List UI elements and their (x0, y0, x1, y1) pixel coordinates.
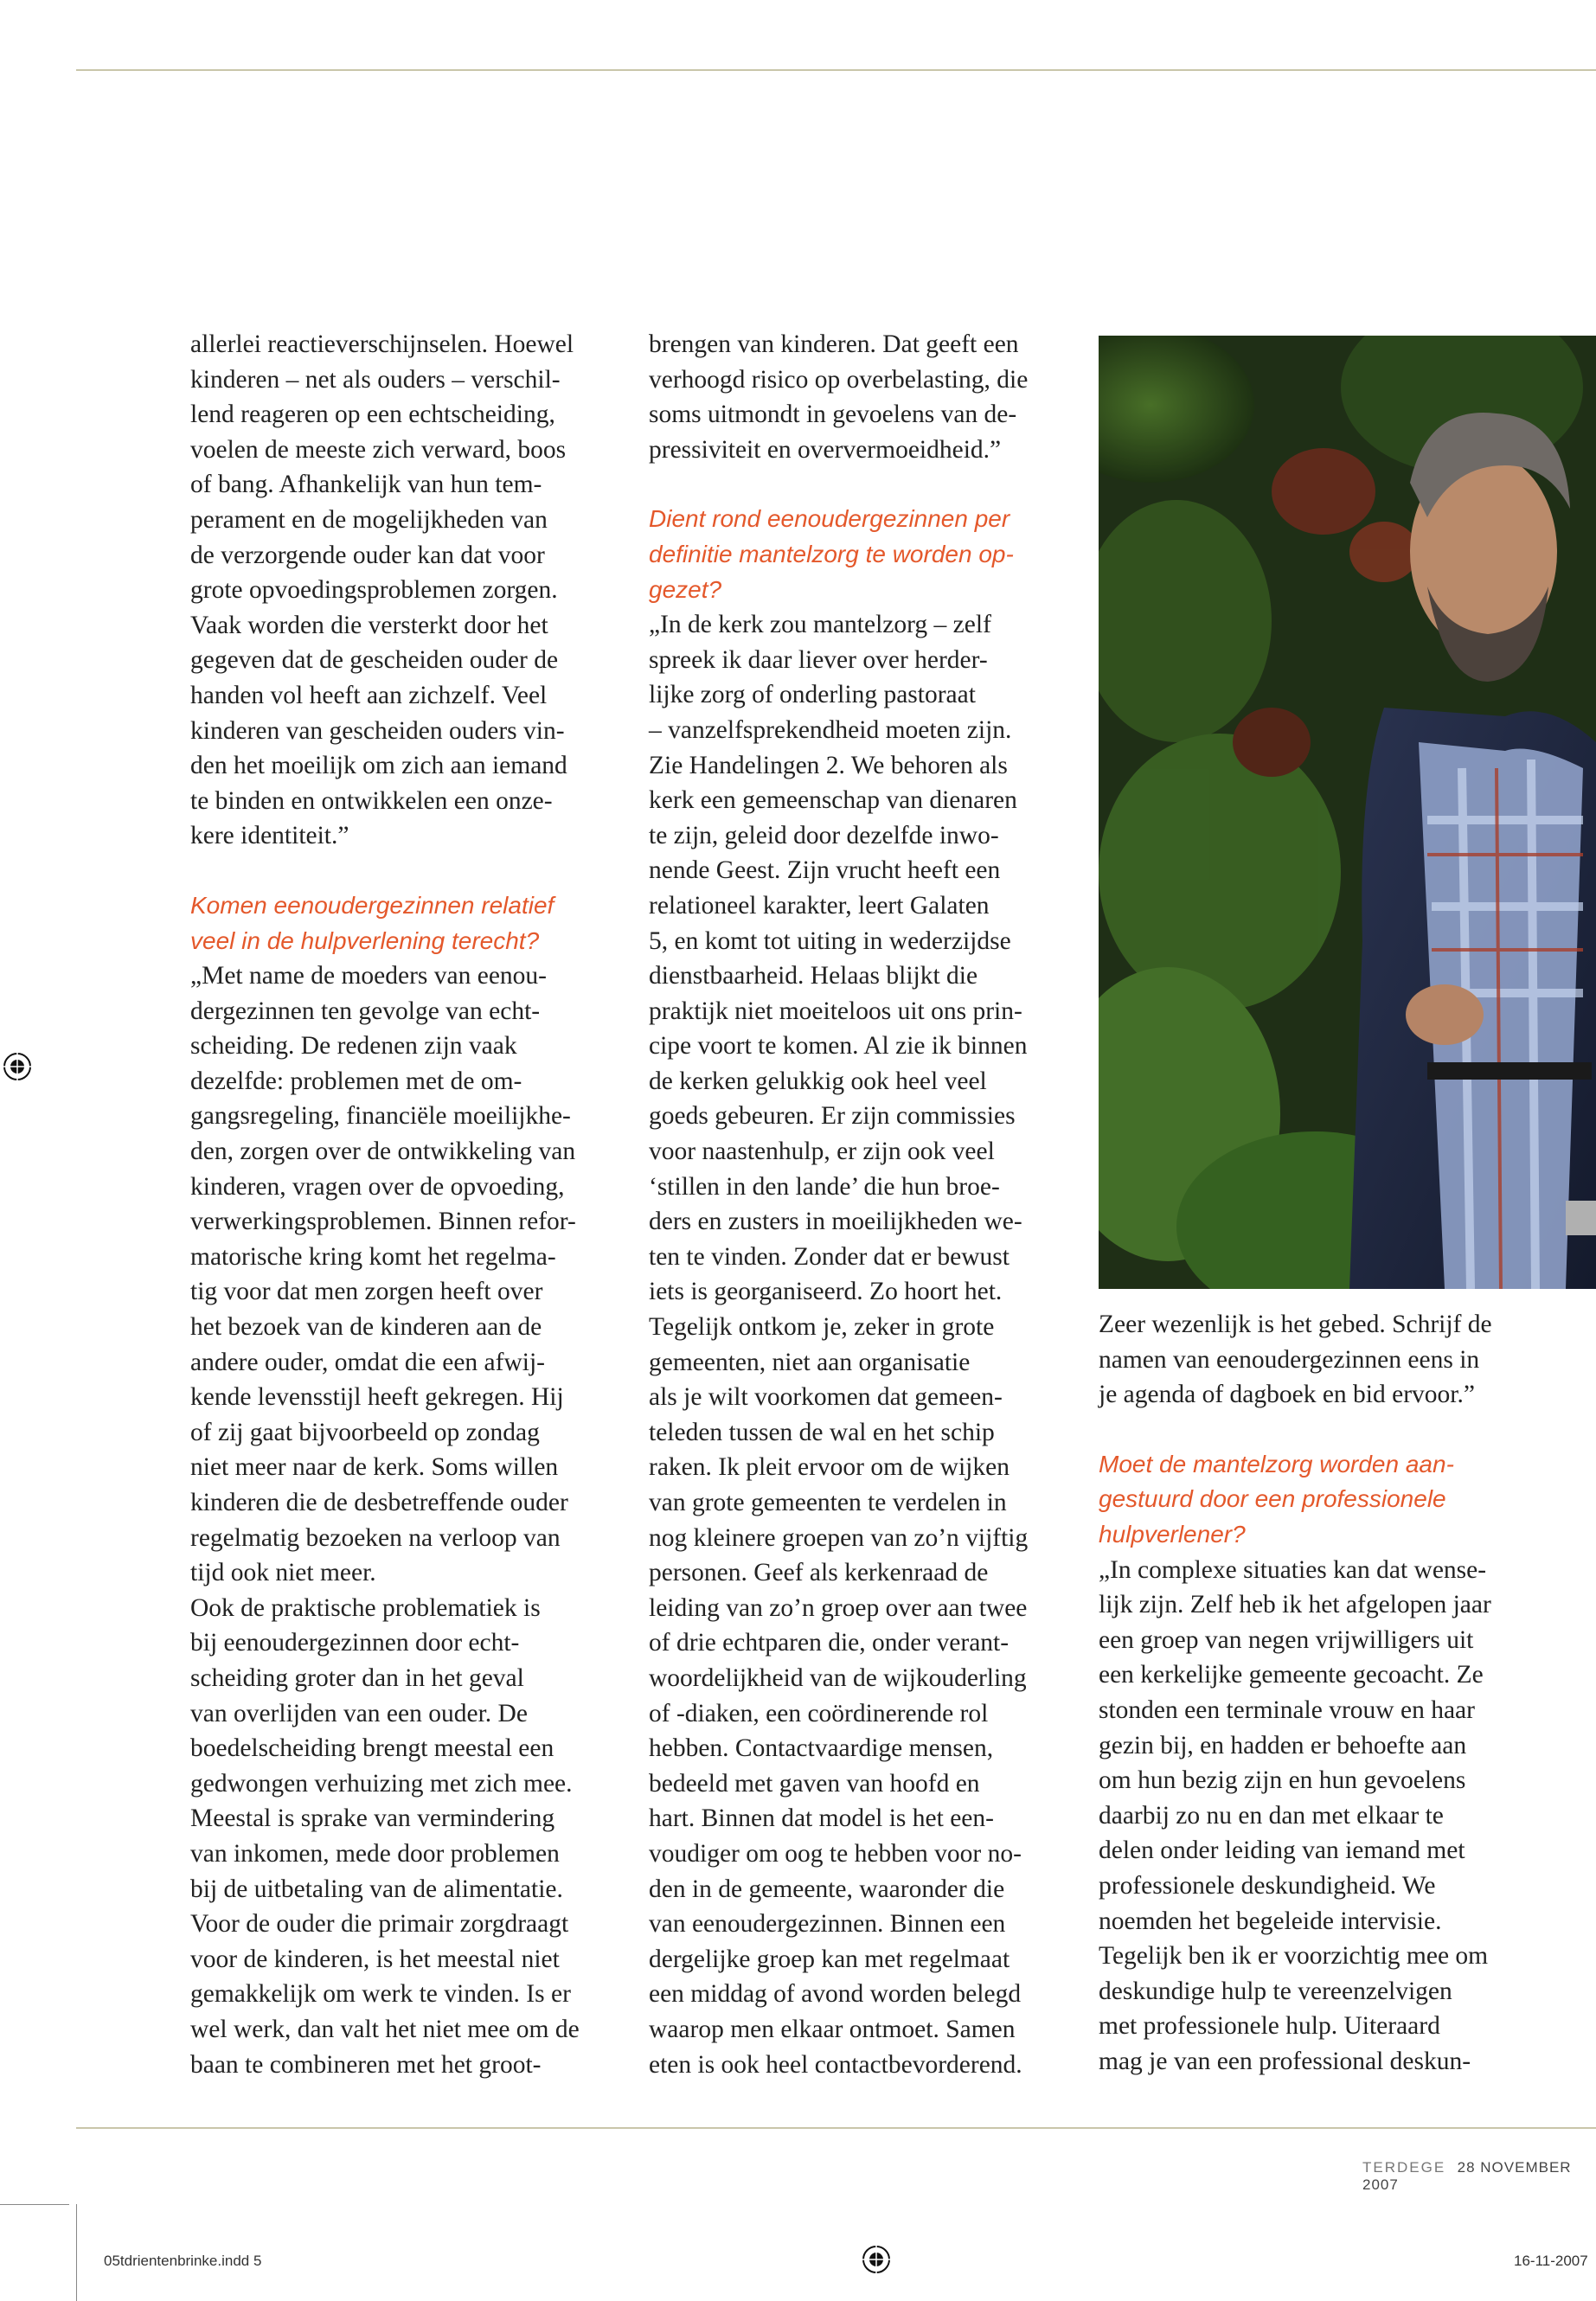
body-text-line: – vanzelfsprekendheid moeten zijn. (649, 715, 1012, 744)
body-text-line: praktijk niet moeiteloos uit ons prin- (649, 997, 1022, 1025)
body-text-line: dergezinnen ten gevolge van echt- (190, 997, 541, 1025)
body-text-line: gemakkelijk om werk te vinden. Is er (190, 1980, 571, 2009)
body-text-line: grote opvoedingsproblemen zorgen. (190, 576, 558, 605)
body-text-line: het bezoek van de kinderen aan de (190, 1313, 542, 1342)
body-text-line: spreek ik daar liever over herder- (649, 645, 988, 674)
body-text-line: je agenda of dagboek en bid ervoor.” (1099, 1381, 1475, 1409)
body-text-line: hart. Binnen dat model is het een- (649, 1804, 994, 1833)
body-text-line: of bang. Afhankelijk van hun tem- (190, 471, 542, 499)
body-text-line: handen vol heeft aan zichzelf. Veel (190, 681, 548, 709)
body-text-line: matorische kring komt het regelma- (190, 1242, 556, 1271)
article-column-2 (649, 327, 1028, 2082)
body-text-line: deskundige hulp te vereenzelvigen (1099, 1977, 1452, 2005)
top-rule (76, 69, 1596, 71)
body-text-line: goeds gebeuren. Er zijn commissies (649, 1102, 1016, 1131)
body-text-line: leiding van zo’n groep over aan twee (649, 1593, 1028, 1622)
body-text-line: nende Geest. Zijn vrucht heeft een (649, 856, 1001, 885)
body-text-line: dienstbaarheid. Helaas blijkt die (649, 962, 978, 990)
body-text-line: te zijn, geleid door dezelfde inwo- (649, 821, 999, 849)
body-text-line: pressiviteit en oververmoeidheid.” (649, 435, 1002, 464)
body-text-line: relationeel karakter, leert Galaten (649, 891, 990, 920)
body-text-line: Vaak worden die versterkt door het (190, 611, 548, 639)
body-text-line: „In complexe situaties kan dat wense- (1099, 1555, 1487, 1584)
body-text-line: verhoogd risico op overbelasting, die (649, 365, 1029, 394)
body-text-line: iets is georganiseerd. Zo hoort het. (649, 1278, 1003, 1306)
interview-question-line: veel in de hulpverlening terecht? (190, 926, 540, 954)
body-text-line: Meestal is sprake van vermindering (190, 1804, 555, 1833)
body-text-line: verwerkingsproblemen. Binnen refor- (190, 1208, 576, 1236)
interview-question-line: gestuurd door een professionele (1099, 1485, 1446, 1513)
body-text-line: woordelijkheid van de wijkouderling (649, 1663, 1027, 1692)
body-text-line: gegeven dat de gescheiden ouder de (190, 646, 559, 675)
body-text-line: de kerken gelukkig ook heel veel (649, 1067, 987, 1095)
body-text-line: professionele deskundigheid. We (1099, 1871, 1436, 1900)
body-text-line: bedeeld met gaven van hoofd en (649, 1769, 980, 1798)
body-text-line: personen. Geef als kerkenraad de (649, 1559, 989, 1587)
body-text-line: van grote gemeenten te verdelen in (649, 1489, 1007, 1516)
interview-question-line: definitie mantelzorg te worden op- (649, 540, 1014, 567)
body-text-line: gemeenten, niet aan organisatie (649, 1348, 971, 1376)
body-text-line: voor naastenhulp, er zijn ook veel (649, 1138, 995, 1166)
body-text-line: ‘stillen in den lande’ die hun broe- (649, 1172, 1000, 1201)
interview-question-line: hulpverlener? (1099, 1520, 1246, 1548)
body-text-line: van eenoudergezinnen. Binnen een (649, 1910, 1006, 1939)
body-text-line: lijke zorg of onderling pastoraat (649, 681, 976, 709)
portrait-illustration (1099, 336, 1596, 1289)
body-text-line: stonden een terminale vrouw en haar (1099, 1695, 1475, 1724)
body-text-line: brengen van kinderen. Dat geeft een (649, 330, 1019, 358)
body-text-line: wel werk, dan valt het niet mee om de (190, 2015, 580, 2043)
body-text-line: voudiger om oog te hebben voor no- (649, 1839, 1022, 1868)
body-text-line: „In de kerk zou mantelzorg – zelf (649, 611, 991, 639)
body-text-line: Tegelijk ben ik er voorzichtig mee om (1099, 1942, 1489, 1971)
body-text-line: teleden tussen de wal en het schip (649, 1418, 995, 1446)
body-text-line: of zij gaat bijvoorbeeld op zondag (190, 1418, 540, 1446)
body-text-line: te binden en ontwikkelen een onze- (190, 786, 553, 815)
body-text-line: tig voor dat men zorgen heeft over (190, 1278, 543, 1306)
body-text-line: ders en zusters in moeilijkheden we- (649, 1208, 1022, 1236)
interview-question-line: Komen eenoudergezinnen relatief (190, 891, 554, 919)
body-text-line: lend reageren op een echtscheiding, (190, 401, 555, 429)
body-text-line: nog kleinere groepen van zo’n vijftig (649, 1523, 1029, 1552)
body-text-line: gangsregeling, financiële moeilijkhe- (190, 1102, 571, 1131)
body-text-line: van overlijden van een ouder. De (190, 1699, 528, 1727)
body-text-line: Tegelijk ontkom je, zeker in grote (649, 1313, 995, 1342)
body-text-line: een groep van negen vrijwilligers uit (1099, 1625, 1474, 1654)
portrait-photo (1099, 336, 1596, 1289)
body-text-line: een middag of avond worden belegd (649, 1980, 1022, 2009)
body-text-line: dergelijke groep kan met regelmaat (649, 1945, 1010, 1973)
body-text-line: hebben. Contactvaardige mensen, (649, 1734, 994, 1763)
body-text-line: cipe voort te komen. Al zie ik binnen (649, 1032, 1028, 1061)
body-text-line: noemden het begeleide intervisie. (1099, 1907, 1442, 1935)
body-text-line: bij de uitbetaling van de alimentatie. (190, 1875, 563, 1903)
body-text-line: regelmatig bezoeken na verloop van (190, 1523, 561, 1552)
article-column-3 (1099, 1307, 1492, 2079)
body-text-line: Voor de ouder die primair zorgdraagt (190, 1910, 569, 1939)
bottom-rule (76, 2127, 1596, 2129)
magazine-name: TERDEGE (1362, 2159, 1446, 2176)
body-text-line: gezin bij, en hadden er behoefte aan (1099, 1731, 1467, 1759)
body-text-line: van inkomen, mede door problemen (190, 1839, 560, 1868)
body-text-line: de verzorgende ouder kan dat voor (190, 541, 545, 569)
body-text-line: delen onder leiding van iemand met (1099, 1836, 1465, 1865)
body-text-line: gedwongen verhuizing met zich mee. (190, 1769, 573, 1798)
slug-filename: 05tdrientenbrinke.indd 5 (104, 2253, 262, 2269)
body-text-line: scheiding. De redenen zijn vaak (190, 1032, 517, 1061)
body-text-line: om hun bezig zijn en hun gevoelens (1099, 1766, 1466, 1795)
body-text-line: scheiding groter dan in het geval (190, 1663, 524, 1692)
body-text-line: voor de kinderen, is het meestal niet (190, 1945, 560, 1973)
body-text-line: Zeer wezenlijk is het gebed. Schrijf de (1099, 1311, 1492, 1338)
body-text-line: Ook de praktische problematiek is (190, 1593, 541, 1622)
body-text-line: perament en de mogelijkheden van (190, 505, 548, 534)
body-text-line: eten is ook heel contactbevorderend. (649, 2050, 1022, 2079)
body-text-line: namen van eenoudergezinnen eens in (1099, 1345, 1480, 1374)
body-text-line: „Met name de moeders van eenou- (190, 962, 548, 990)
body-text-line: bij eenoudergezinnen door echt- (190, 1629, 520, 1657)
issue-date: 28 NOVEMBER 2007 (1362, 2159, 1572, 2193)
body-text-line: kinderen, vragen over de opvoeding, (190, 1172, 565, 1201)
body-text-line: soms uitmondt in gevoelens van de- (649, 401, 1017, 429)
body-text-line: den het moeilijk om zich aan iemand (190, 752, 567, 780)
body-text-line: lijk zijn. Zelf heb ik het afgelopen jaar (1099, 1591, 1491, 1619)
slug-date: 16-11-2007 (1514, 2253, 1588, 2269)
interview-question-line: Moet de mantelzorg worden aan- (1099, 1450, 1454, 1477)
body-text-line: allerlei reactieverschijnselen. Hoewel (190, 330, 574, 358)
body-text-line: boedelscheiding brengt meestal een (190, 1734, 554, 1763)
body-text-line: waarop men elkaar ontmoet. Samen (649, 2015, 1016, 2043)
body-text-line: den, zorgen over de ontwikkeling van (190, 1138, 576, 1166)
body-text-line: mag je van een professional deskun- (1099, 2047, 1471, 2075)
body-text-line: niet meer naar de kerk. Soms willen (190, 1453, 559, 1482)
body-text-line: den in de gemeente, waaronder die (649, 1875, 1005, 1903)
folio (1362, 2159, 1596, 2194)
interview-question-line: Dient rond eenoudergezinnen per (649, 505, 1010, 533)
body-text-line: met professionele hulp. Uiteraard (1099, 2012, 1440, 2041)
body-text-line: tijd ook niet meer. (190, 1559, 376, 1587)
body-text-line: of -diaken, een coördinerende rol (649, 1699, 989, 1727)
body-text-line: 5, en komt tot uiting in wederzijdse (649, 926, 1011, 955)
body-text-line: kinderen – net als ouders – verschil- (190, 365, 561, 394)
body-text-line: raken. Ik pleit ervoor om de wijken (649, 1453, 1010, 1482)
registration-mark-icon (2, 1051, 33, 1082)
body-text-line: kende levensstijl heeft gekregen. Hij (190, 1383, 564, 1412)
body-text-line: andere ouder, omdat die een afwij- (190, 1348, 545, 1376)
body-text-line: Zie Handelingen 2. We behoren als (649, 751, 1008, 779)
interview-question-line: gezet? (649, 575, 722, 603)
body-text-line: kinderen die de desbetreffende ouder (190, 1489, 568, 1516)
body-text-line: dezelfde: problemen met de om- (190, 1067, 522, 1095)
body-text-line: of drie echtparen die, onder verant- (649, 1629, 1010, 1657)
body-text-line: ten te vinden. Zonder dat er bewust (649, 1242, 1010, 1271)
crop-mark-horizontal (0, 2204, 69, 2205)
body-text-line: kere identiteit.” (190, 822, 349, 850)
article-column-1 (190, 327, 580, 2082)
body-text-line: kinderen van gescheiden ouders vin- (190, 716, 565, 745)
body-text-line: een kerkelijke gemeente gecoacht. Ze (1099, 1661, 1484, 1689)
body-text-line: voelen de meeste zich verward, boos (190, 435, 567, 464)
body-text-line: baan te combineren met het groot- (190, 2050, 542, 2079)
body-text-line: daarbij zo nu en dan met elkaar te (1099, 1801, 1444, 1830)
crop-mark-vertical (76, 2204, 77, 2301)
body-text-line: kerk een gemeenschap van dienaren (649, 786, 1017, 815)
body-text-line: als je wilt voorkomen dat gemeen- (649, 1383, 1003, 1412)
registration-mark-icon (861, 2244, 892, 2275)
